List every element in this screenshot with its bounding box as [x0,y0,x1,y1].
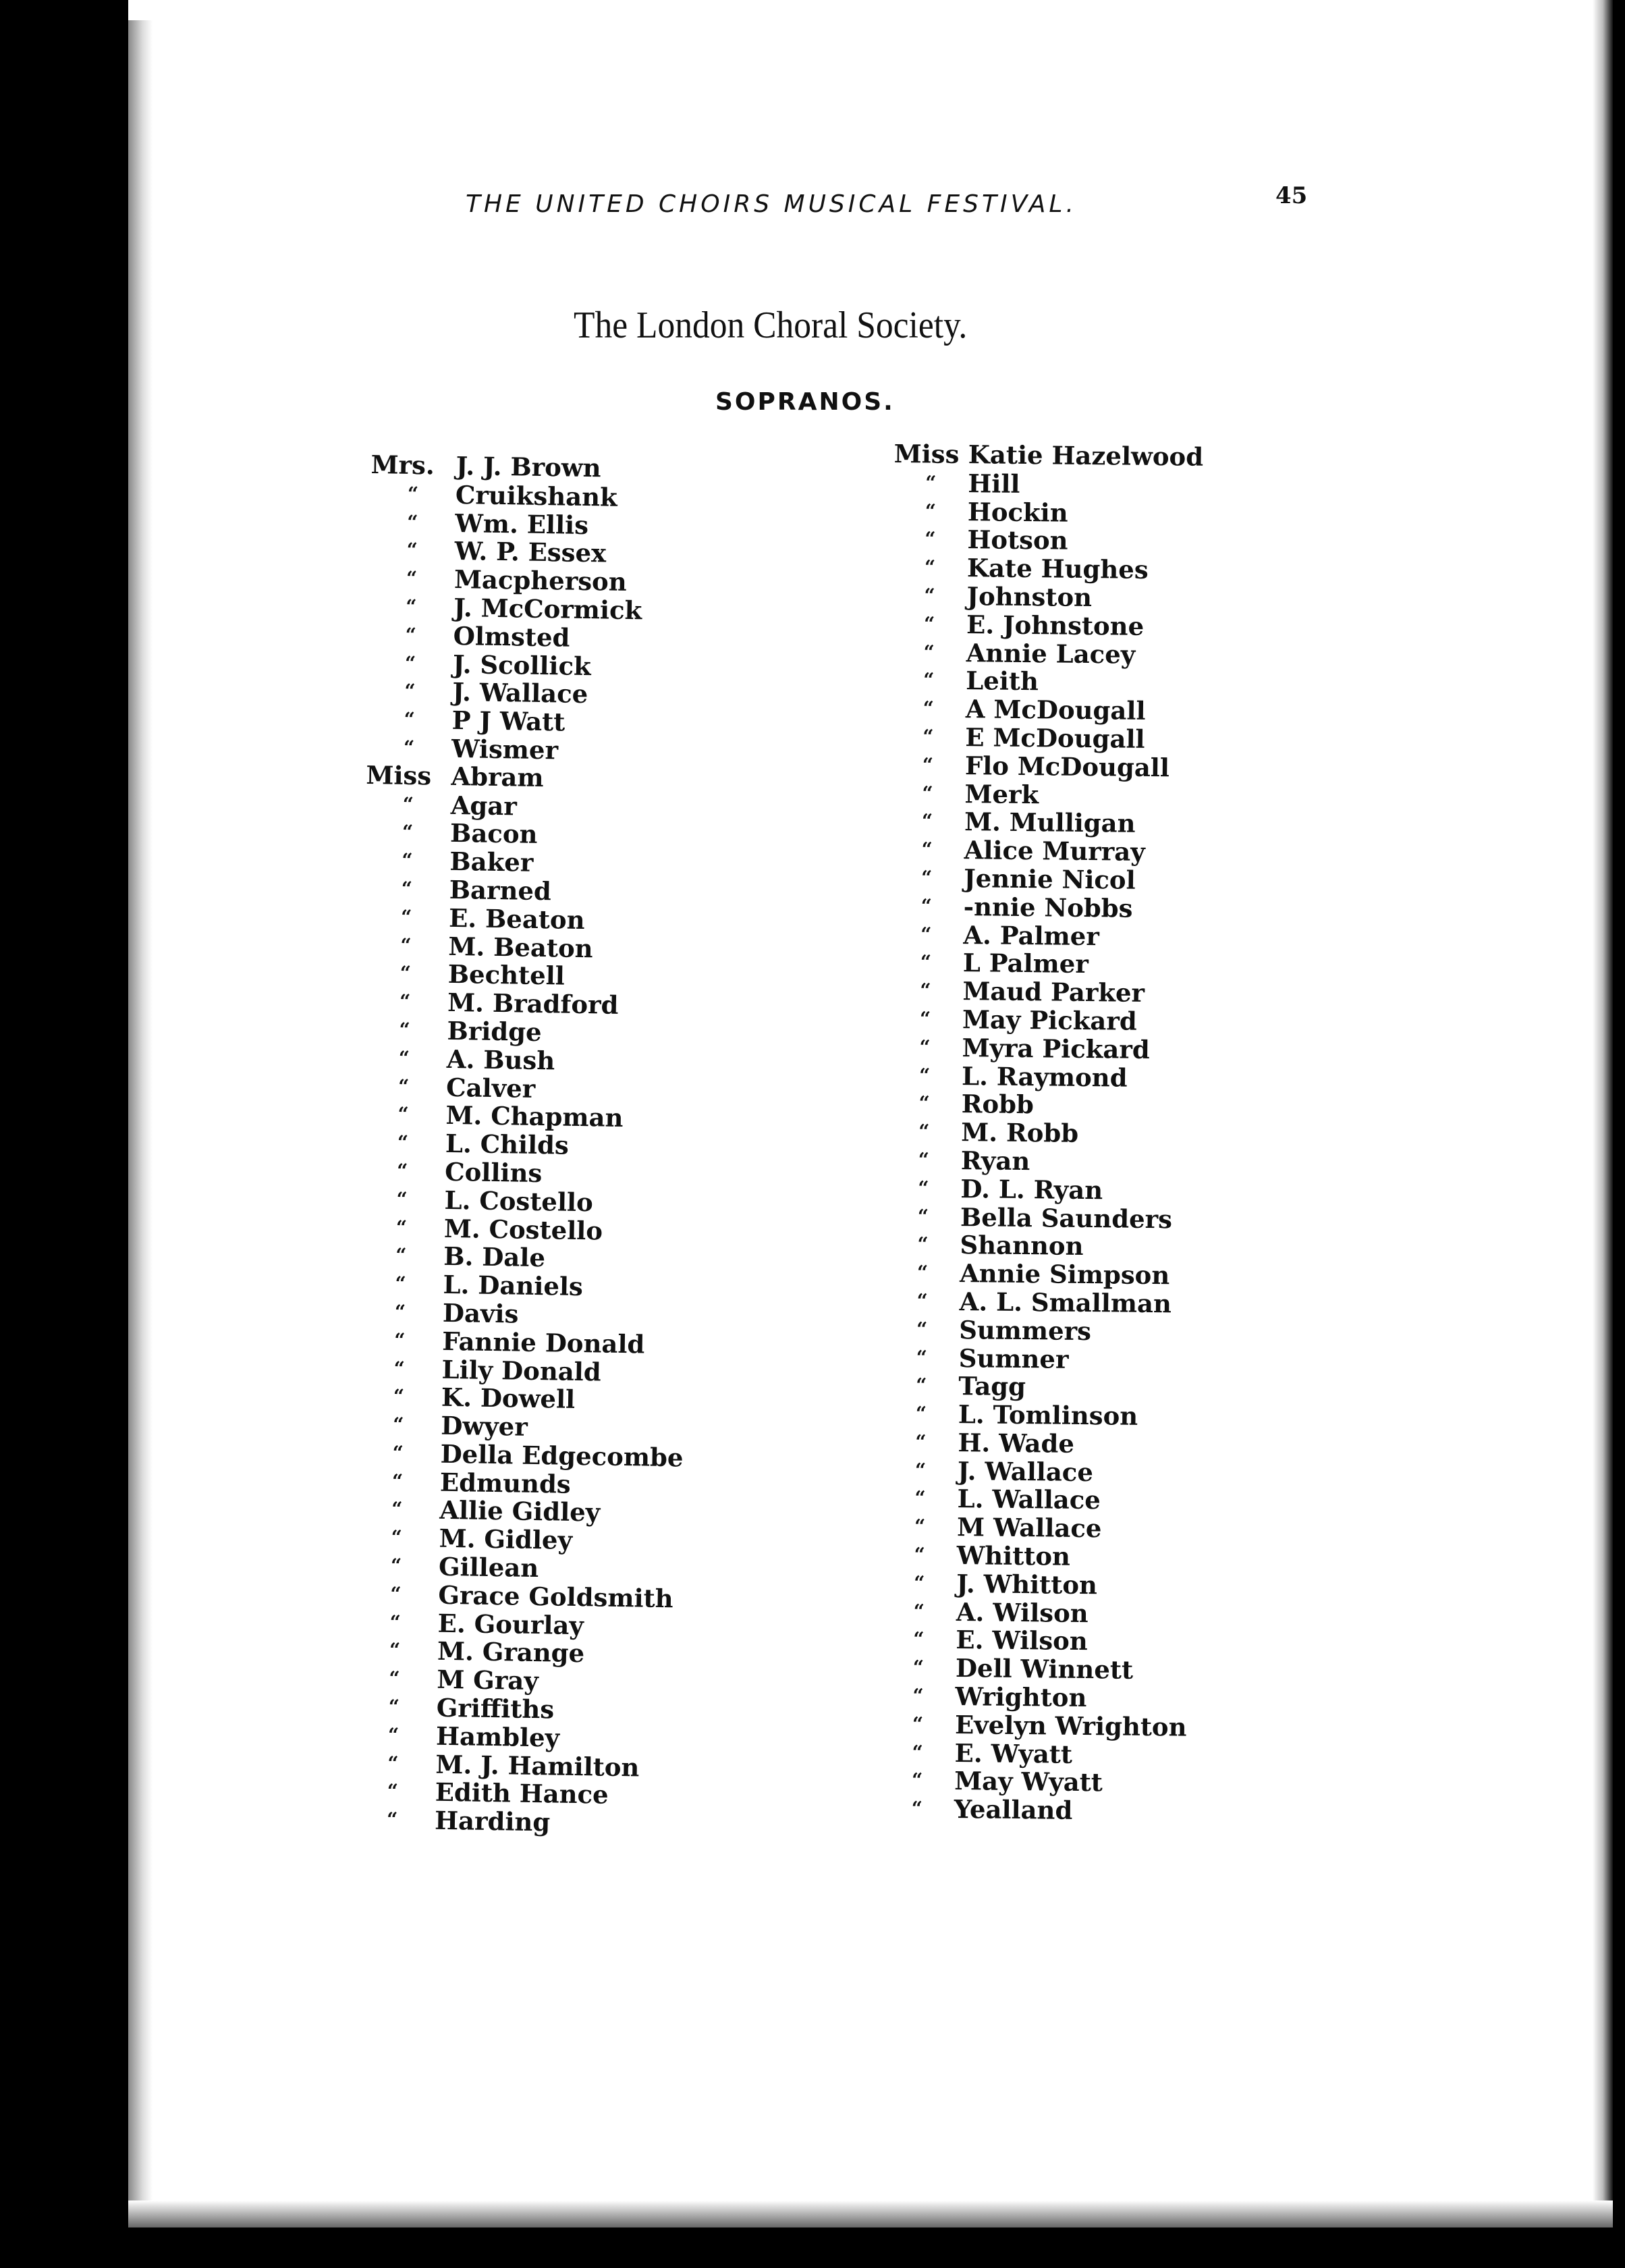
member-entry [884,1371,1194,1403]
member-entry [894,440,1204,472]
ditto-mark: “ [925,500,937,522]
member-name: W. P. Essex [454,536,607,568]
member-name: Yealland [954,1794,1073,1826]
ditto-mark: “ [916,1289,928,1312]
ditto-mark: “ [397,1075,410,1098]
ditto-mark: “ [920,894,932,917]
member-entry [880,1794,1190,1826]
member-name: Wrighton [955,1681,1087,1713]
member-name: E. Gourlay [437,1608,584,1640]
member-entry [880,1766,1190,1798]
ditto-mark: “ [925,527,936,551]
member-name: Abram [451,761,544,792]
member-entry [891,751,1201,782]
member-entry [888,1004,1198,1036]
member-name: M. Beaton [448,931,594,963]
member-name: Fannie Donald [441,1326,645,1359]
member-name: Leith [966,666,1039,697]
member-name: H. Wade [958,1427,1075,1459]
member-name: Agar [450,790,518,821]
member-entry [886,1202,1196,1233]
page-left-edge-shadow [128,20,153,2228]
honorific-prefix: Miss [366,759,432,791]
member-entry [893,553,1203,585]
member-entry [882,1569,1192,1600]
ditto-mark: “ [406,567,418,590]
member-name: Collins [444,1156,543,1189]
member-entry [887,1089,1196,1120]
member-list-left-column [350,451,699,1838]
ditto-mark: “ [402,848,413,872]
member-name: M. Grange [437,1636,585,1669]
member-entry [881,1681,1190,1713]
member-name: Wismer [451,733,559,765]
ditto-mark: “ [396,1187,408,1210]
ditto-mark: “ [400,962,412,985]
ditto-mark: “ [914,1515,926,1538]
ditto-mark: “ [922,725,934,748]
ditto-mark: “ [393,1384,405,1408]
member-name: Griffiths [436,1692,555,1725]
member-name: Barned [449,874,552,907]
member-entry [887,1060,1197,1092]
member-name: M. Bradford [447,988,619,1020]
ditto-mark: “ [918,1063,931,1087]
ditto-mark: “ [391,1469,404,1492]
member-name: J. Scollick [452,649,592,681]
member-entry [892,610,1202,641]
ditto-mark: “ [387,1780,399,1803]
ditto-mark: “ [403,736,415,759]
member-name: L. Raymond [961,1060,1128,1093]
member-name: Wm. Ellis [454,508,589,540]
member-name: Hockin [967,496,1068,528]
member-name: J. Whitton [956,1568,1098,1600]
ditto-mark: “ [916,1318,928,1341]
member-entry [893,497,1203,529]
ditto-mark: “ [925,471,937,494]
ditto-mark: “ [391,1526,403,1549]
ditto-mark: “ [395,1216,408,1239]
member-entry [891,638,1201,670]
member-entry [889,835,1199,867]
member-name: Baker [449,846,534,878]
ditto-mark: “ [398,1046,410,1069]
ditto-mark: “ [917,1233,929,1256]
member-name: Grace Goldsmith [438,1580,673,1614]
member-name: Hotson [967,524,1068,556]
ditto-mark: “ [921,809,933,832]
ditto-mark: “ [407,510,418,533]
member-entry [883,1512,1192,1544]
ditto-mark: “ [389,1667,400,1690]
member-name: L. Daniels [443,1269,584,1302]
ditto-mark: “ [920,922,932,946]
ditto-mark: “ [390,1582,402,1605]
section-heading: SOPRANOS. [715,388,895,416]
ditto-mark: “ [407,482,419,505]
member-entry [891,666,1201,697]
member-name: Jennie Nicol [963,863,1136,895]
member-name: M. J. Hamilton [435,1749,640,1783]
member-name: M Gray [437,1665,539,1696]
member-name: M. Mulligan [964,807,1136,839]
member-name: L. Wallace [957,1484,1101,1515]
ditto-mark: “ [912,1684,924,1707]
ditto-mark: “ [399,990,411,1013]
member-name: E. Wyatt [954,1737,1073,1769]
member-entry [890,807,1200,838]
ditto-mark: “ [404,680,416,703]
member-entry [893,468,1203,500]
ditto-mark: “ [911,1797,922,1820]
member-name: D. L. Ryan [960,1173,1103,1206]
ditto-mark: “ [920,866,933,889]
member-entry [889,948,1199,979]
ditto-mark: “ [917,1204,929,1228]
ditto-mark: “ [387,1723,400,1746]
ditto-mark: “ [399,1018,410,1041]
member-name: L Palmer [962,948,1089,979]
ditto-mark: “ [393,1328,406,1351]
member-name: M. Chapman [445,1100,624,1133]
member-entry [884,1399,1194,1431]
member-name: Edith Hance [435,1777,609,1810]
member-name: Bridge [447,1015,542,1048]
member-name: Della Edgecombe [440,1438,684,1473]
member-entry [889,892,1199,923]
ditto-mark: “ [397,1103,409,1126]
ditto-mark: “ [914,1459,927,1482]
member-name: Summers [958,1314,1092,1346]
ditto-mark: “ [914,1571,925,1594]
ditto-mark: “ [400,934,412,956]
member-entry [892,581,1202,613]
ditto-mark: “ [920,979,931,1002]
member-name: M Wallace [956,1512,1102,1544]
ditto-mark: “ [922,697,935,720]
member-name: Kate Hughes [966,553,1149,585]
member-name: Hill [968,468,1020,499]
member-entry [889,863,1199,895]
member-name: Lily Donald [441,1354,602,1387]
member-entry [883,1428,1193,1459]
member-entry [881,1625,1191,1656]
ditto-mark: “ [393,1357,405,1380]
member-name: A. Palmer [963,919,1100,951]
member-name: A McDougall [965,694,1146,726]
ditto-mark: “ [401,877,413,900]
member-entry [893,524,1203,556]
member-name: M. Gidley [439,1523,573,1556]
ditto-mark: “ [404,707,416,731]
ditto-mark: “ [912,1741,923,1764]
ditto-mark: “ [918,1177,929,1199]
member-name: Ryan [960,1145,1030,1177]
member-name: Merk [964,778,1039,809]
ditto-mark: “ [402,821,414,844]
member-name: P J Watt [451,705,566,737]
member-name: May Wyatt [954,1766,1103,1798]
member-entry [887,1033,1197,1064]
member-name: Cruikshank [455,479,618,512]
member-name: Johnston [966,581,1093,613]
member-name: Katie Hazelwood [968,439,1204,472]
member-entry [883,1456,1193,1488]
ditto-mark: “ [397,1131,409,1154]
member-entry [886,1174,1196,1206]
ditto-mark: “ [389,1611,402,1634]
society-title: The London Choral Society. [574,304,968,346]
member-entry [891,694,1201,726]
ditto-mark: “ [916,1345,927,1369]
honorific-prefix: Mrs. [370,450,435,481]
member-name: A. Wilson [956,1596,1089,1628]
ditto-mark: “ [924,556,936,578]
ditto-mark: “ [913,1600,925,1623]
member-entry [885,1258,1195,1290]
member-name: Dell Winnett [955,1653,1134,1685]
ditto-mark: “ [393,1413,404,1436]
ditto-mark: “ [920,950,932,973]
member-name: L. Tomlinson [958,1399,1138,1431]
member-name: L. Childs [445,1128,570,1160]
ditto-mark: “ [402,792,414,815]
page-number: 45 [1275,182,1308,209]
member-name: Annie Simpson [959,1258,1170,1291]
member-name: Macpherson [453,564,628,597]
member-name: Hambley [435,1721,560,1753]
ditto-mark: “ [922,753,934,776]
member-list-right-column [880,440,1204,1826]
ditto-mark: “ [911,1769,923,1792]
member-name: E. Beaton [448,902,585,935]
ditto-mark: “ [921,838,933,861]
member-entry [888,976,1198,1008]
member-name: Bacon [449,818,538,850]
ditto-mark: “ [395,1272,406,1295]
ditto-mark: “ [916,1261,929,1284]
member-entry [882,1540,1192,1572]
member-name: Annie Lacey [966,637,1136,670]
member-name: M. Costello [443,1213,603,1246]
ditto-mark: “ [386,1808,398,1831]
member-name: J. Wallace [452,677,588,709]
member-name: Dwyer [440,1410,528,1442]
member-name: Alice Murray [964,835,1145,867]
ditto-mark: “ [390,1554,402,1577]
honorific-prefix: Miss [893,439,960,470]
member-name: Shannon [960,1230,1084,1262]
member-entry [885,1287,1194,1318]
ditto-mark: “ [916,1374,927,1397]
ditto-mark: “ [923,668,935,692]
ditto-mark: “ [919,1035,931,1058]
member-entry [889,920,1199,952]
member-name: Sumner [958,1343,1069,1374]
member-name: May Pickard [962,1004,1137,1036]
running-head: THE UNITED CHOIRS MUSICAL FESTIVAL. [466,190,1077,218]
member-name: E. Johnstone [966,609,1145,641]
ditto-mark: “ [923,641,935,664]
member-entry [887,1117,1196,1149]
member-entry [891,722,1201,754]
ditto-mark: “ [406,595,417,618]
member-name: Gillean [438,1551,539,1584]
member-name: Evelyn Wrighton [954,1709,1187,1742]
member-name: J. J. Brown [456,450,601,483]
member-entry [350,1805,678,1838]
member-name: Davis [442,1297,519,1329]
member-name: Olmsted [453,620,570,653]
member-name: L. Costello [444,1185,594,1218]
member-name: E. Wilson [956,1625,1089,1656]
ditto-mark: “ [912,1656,925,1679]
member-entry [880,1738,1190,1770]
member-name: Tagg [958,1371,1026,1402]
ditto-mark: “ [405,623,417,646]
ditto-mark: “ [391,1498,403,1521]
member-name: M. Robb [961,1117,1079,1149]
member-name: Maud Parker [962,976,1145,1008]
ditto-mark: “ [912,1712,924,1735]
member-entry [881,1653,1191,1685]
member-name: B. Dale [443,1241,546,1273]
ditto-mark: “ [394,1300,406,1323]
member-name: Myra Pickard [962,1032,1150,1064]
ditto-mark: “ [389,1639,401,1662]
ditto-mark: “ [396,1159,408,1182]
member-name: Harding [434,1805,551,1837]
member-name: Bechtell [447,959,566,991]
ditto-mark: “ [918,1091,930,1114]
ditto-mark: “ [395,1244,407,1267]
member-name: A. L. Smallman [959,1286,1172,1319]
ditto-mark: “ [392,1441,404,1464]
ditto-mark: “ [918,1120,930,1143]
ditto-mark: “ [914,1486,926,1510]
member-entry [882,1597,1192,1629]
member-entry [887,1145,1196,1177]
ditto-mark: “ [924,584,935,607]
ditto-mark: “ [918,1148,930,1171]
ditto-mark: “ [400,905,412,928]
member-entry [885,1230,1195,1262]
member-name: Whitton [956,1540,1071,1571]
ditto-mark: “ [406,539,418,562]
ditto-mark: “ [919,1007,931,1030]
member-name: Edmunds [439,1467,572,1499]
member-name: K. Dowell [441,1382,576,1415]
member-name: J. Wallace [957,1455,1094,1487]
member-name: Calver [445,1072,536,1104]
ditto-mark: “ [914,1543,925,1566]
book-page [128,0,1613,2228]
member-entry [885,1315,1194,1347]
ditto-mark: “ [913,1627,925,1651]
member-entry [890,779,1200,811]
ditto-mark: “ [922,782,933,805]
page-bottom-edge-shadow [128,2200,1613,2228]
ditto-mark: “ [404,651,416,674]
ditto-mark: “ [388,1695,400,1718]
page-right-edge-shadow [1593,0,1613,2228]
ditto-mark: “ [923,612,935,635]
member-name: Allie Gidley [439,1495,601,1528]
member-name: Robb [961,1089,1035,1120]
member-name: E McDougall [965,722,1145,754]
member-entry [885,1343,1194,1374]
ditto-mark: “ [915,1402,927,1425]
ditto-mark: “ [915,1430,927,1453]
member-name: A. Bush [446,1044,555,1076]
member-name: Flo McDougall [964,750,1170,783]
member-entry [881,1710,1190,1742]
member-name: Bella Saunders [960,1202,1173,1234]
ditto-mark: “ [387,1752,399,1775]
member-entry [883,1484,1192,1515]
member-name: J. McCormick [453,592,642,626]
member-name: ‐nnie Nobbs [963,891,1133,923]
